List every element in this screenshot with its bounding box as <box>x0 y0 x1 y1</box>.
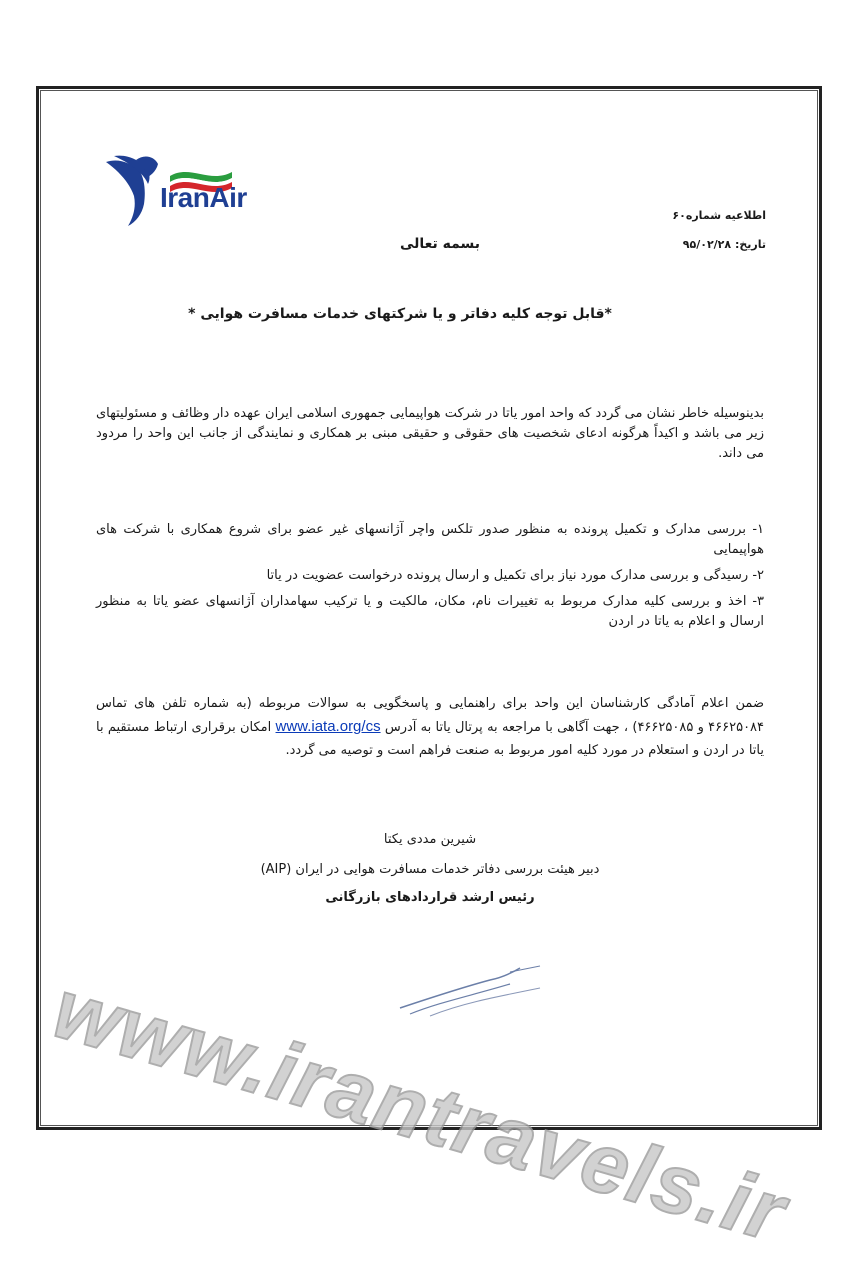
list-item: ۲- رسیدگی و بررسی مدارک مورد نیاز برای تکمیل و ارسال پرونده درخواست عضویت در یاتا <box>266 568 764 583</box>
notice-date: تاریخ: ۹۵/۰۲/۲۸ <box>682 238 766 251</box>
intro-paragraph: بدینوسیله خاطر نشان می گردد که واحد امور یاتا در شرکت هواپیمایی جمهوری اسلامی ایران عهده دار وظائف و مسئولیتهای زیر می باشد و اکیداً هرگونه ادعای شخصیت های حقوقی و حقیقی مبنی بر همکاری و نمایندگی از جانب این واحد را مردود می داند. <box>96 406 764 461</box>
bismillah-heading: بسمه تعالی <box>399 236 481 252</box>
signatory-title: دبیر هیئت بررسی دفاتر خدمات مسافرت هوایی در ایران (AIP) <box>260 862 600 877</box>
list-item: ۱- بررسی مدارک و تکمیل پرونده به منظور صدور تلکس واچر آژانسهای غیر عضو برای شروع همکاری با شرکت های هواپیمایی <box>96 522 764 557</box>
iata-link[interactable]: www.iata.org/cs <box>275 718 381 735</box>
closing-text-1: ضمن اعلام آمادگی کارشناسان این واحد برای راهنمایی و پاسخگویی به سوالات مربوطه (به شماره تلفن های تماس ۴۶۶۲۵۰۸۴ و ۴۶۶۲۵۰۸۵) ، جهت آگاهی با مراجعه به پرتال یاتا به آدرس <box>96 696 765 735</box>
closing-paragraph <box>96 692 764 762</box>
logo-wordmark: IranAir <box>160 182 247 213</box>
watermark-text: www.irantravels.ir <box>43 960 797 1260</box>
list-item: ۳- اخذ و بررسی کلیه مدارک مربوط به تغییرات نام، مکان، مالکیت و یا ترکیب سهامداران آژانسهای عضو یاتا به منظور ارسال و اعلام به یاتا در اردن <box>96 594 764 629</box>
notice-number: اطلاعیه شماره۶۰ <box>672 209 766 222</box>
closing-text-2: امکان برقراری ارتباط مستقیم با یاتا در اردن و استعلام در مورد کلیه امور مربوط به صنعت فراهم است و توصیه می گردد. <box>96 720 764 758</box>
signatory-position: رئیس ارشد قراردادهای بازرگانی <box>325 890 535 905</box>
subject-line: *قابل توجه کلیه دفاتر و یا شرکتهای خدمات مسافرت هوایی * <box>188 306 612 322</box>
duties-list <box>96 520 764 638</box>
signatory-name: شیرین مددی یکتا <box>383 832 477 847</box>
handwritten-signature-icon <box>390 958 550 1028</box>
